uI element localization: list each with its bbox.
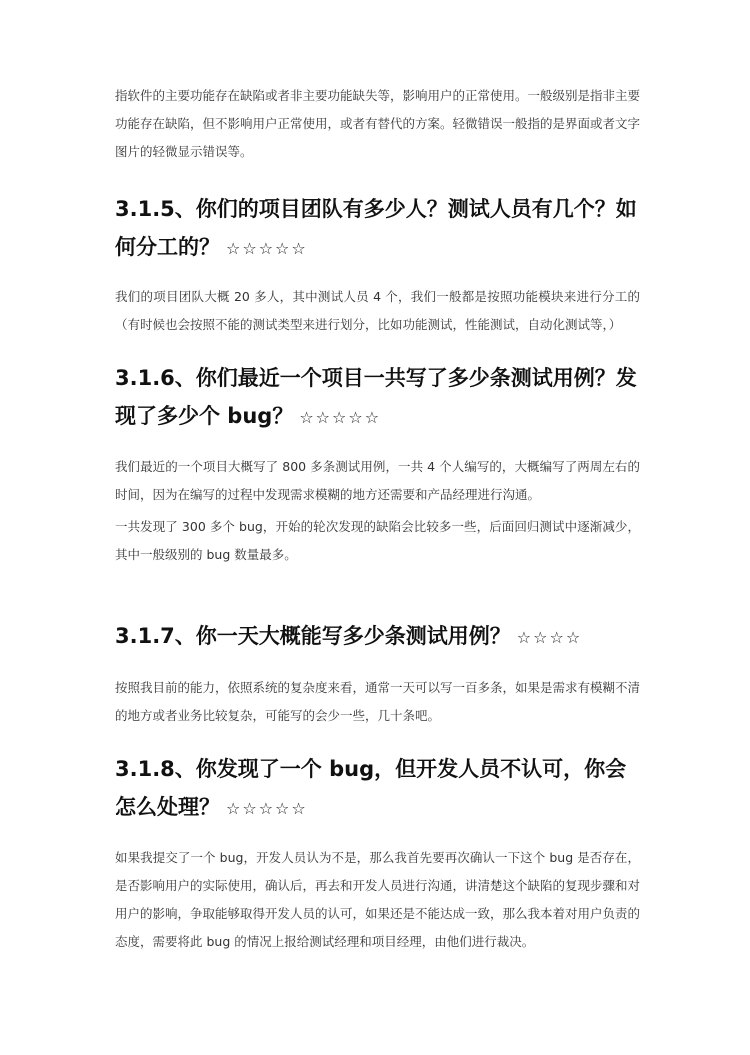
section-heading-3-1-5	[115, 190, 645, 268]
section-paragraph: 如果我提交了一个 bug，开发人员认为不是，那么我首先要再次确认一下这个 bug 是否存在，是否影响用户的实际使用，确认后，再去和开发人员进行沟通，讲清楚这个缺陷的复现步骤和对用户的影响，争取能够取得开发人员的认可，如果还是不能达成一致，那么我本着对用户负责的态度，需要将此 bug 的情况上报给测试经理和项目经理，由他们进行裁决。	[115, 850, 641, 949]
difficulty-stars: ☆☆☆☆☆	[226, 799, 308, 818]
section-paragraph: 按照我目前的能力，依照系统的复杂度来看，通常一天可以写一百多条，如果是需求有模糊不清的地方或者业务比较复杂，可能写的会少一些，几十条吧。	[115, 680, 641, 723]
section-paragraph: 一共发现了 300 多个 bug，开始的轮次发现的缺陷会比较多一些，后面回归测试中逐渐减少，其中一般级别的 bug 数量最多。	[115, 519, 640, 562]
difficulty-stars: ☆☆☆☆☆	[226, 239, 308, 258]
intro-paragraph: 指软件的主要功能存在缺陷或者非主要功能缺失等，影响用户的正常使用。一般级别是指非主要功能存在缺陷，但不影响用户正常使用，或者有替代的方案。轻微错误一般指的是界面或者文字图片的轻微显示错误等。	[115, 88, 641, 159]
difficulty-stars: ☆☆☆☆☆	[299, 408, 382, 427]
section-title: 3.1.8、你发现了一个 bug，但开发人员不认可，你会怎么处理？	[115, 757, 627, 819]
section-paragraph: 我们最近的一个项目大概写了 800 多条测试用例，一共 4 个人编写的，大概编写了两周左右的时间，因为在编写的过程中发现需求模糊的地方还需要和产品经理进行沟通。	[115, 459, 640, 502]
section-heading-3-1-8	[115, 750, 645, 828]
section-paragraph: 我们的项目团队大概 20 多人，其中测试人员 4 个，我们一般都是按照功能模块来进行分工的（有时候也会按照不能的测试类型来进行划分，比如功能测试，性能测试，自动化测试等，）	[115, 289, 640, 332]
section-heading-3-1-6	[115, 359, 645, 437]
section-title: 3.1.7、你一天大概能写多少条测试用例？	[115, 624, 511, 648]
difficulty-stars: ☆☆☆☆	[516, 628, 583, 647]
section-heading-3-1-7	[115, 617, 645, 657]
section-title: 3.1.6、你们最近一个项目一共写了多少条测试用例？发现了多少个 bug？	[115, 366, 637, 428]
section-title: 3.1.5、你们的项目团队有多少人？测试人员有几个？如何分工的？	[115, 197, 637, 259]
